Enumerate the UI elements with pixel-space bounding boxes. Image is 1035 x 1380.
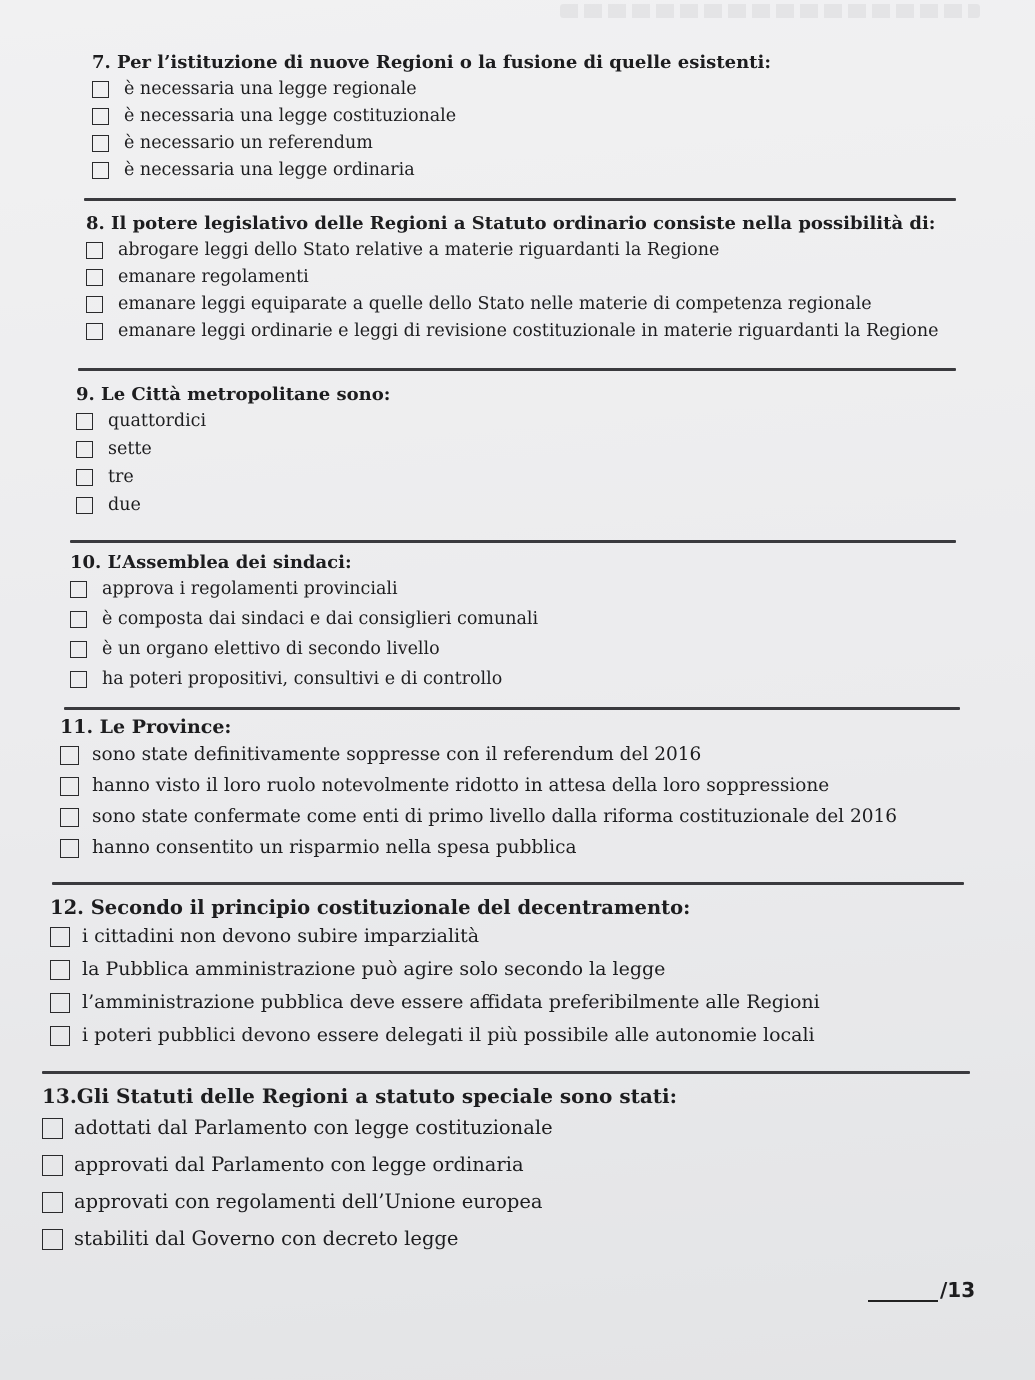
checkbox[interactable] bbox=[42, 1192, 63, 1213]
question-title: 12. Secondo il principio costituzionale del decentramento: bbox=[50, 896, 691, 919]
checkbox[interactable] bbox=[50, 927, 70, 947]
answer-option[interactable]: hanno visto il loro ruolo notevolmente ridotto in attesa della loro soppressione bbox=[60, 775, 1000, 806]
checkbox[interactable] bbox=[42, 1118, 63, 1139]
checkbox[interactable] bbox=[76, 413, 93, 430]
answer-option[interactable]: i poteri pubblici devono essere delegati il più possibile alle autonomie locali bbox=[50, 1024, 990, 1057]
question-11 bbox=[60, 716, 1000, 868]
divider bbox=[52, 882, 964, 885]
question-title: 7. Per l’istituzione di nuove Regioni o la fusione di quelle esistenti: bbox=[92, 52, 771, 73]
checkbox[interactable] bbox=[50, 1026, 70, 1046]
score-field[interactable] bbox=[868, 1278, 975, 1302]
checkbox[interactable] bbox=[92, 108, 109, 125]
question-title: 11. Le Province: bbox=[60, 716, 232, 738]
checkbox[interactable] bbox=[76, 497, 93, 514]
divider bbox=[42, 1071, 970, 1074]
answer-option[interactable]: approva i regolamenti provinciali bbox=[70, 579, 1010, 609]
checkbox[interactable] bbox=[70, 671, 87, 688]
answer-option[interactable]: tre bbox=[76, 467, 1016, 495]
checkbox[interactable] bbox=[60, 746, 79, 765]
answer-option[interactable]: stabiliti dal Governo con decreto legge bbox=[42, 1227, 982, 1264]
answer-option[interactable]: due bbox=[76, 495, 1016, 523]
checkbox[interactable] bbox=[92, 81, 109, 98]
checkbox[interactable] bbox=[42, 1155, 63, 1176]
question-title: 10. L’Assemblea dei sindaci: bbox=[70, 552, 352, 573]
checkbox[interactable] bbox=[86, 242, 103, 259]
question-13 bbox=[42, 1084, 982, 1264]
divider bbox=[84, 198, 956, 201]
question-8 bbox=[86, 213, 1026, 348]
question-9 bbox=[76, 384, 1016, 523]
score-total: /13 bbox=[940, 1278, 976, 1302]
answer-option[interactable]: è un organo elettivo di secondo livello bbox=[70, 639, 1010, 669]
question-title: 13.Gli Statuti delle Regioni a statuto speciale sono stati: bbox=[42, 1084, 678, 1108]
checkbox[interactable] bbox=[86, 323, 103, 340]
checkbox[interactable] bbox=[42, 1229, 63, 1250]
score-blank[interactable] bbox=[868, 1280, 938, 1302]
answer-option[interactable]: sono state definitivamente soppresse con il referendum del 2016 bbox=[60, 744, 1000, 775]
answer-option[interactable]: emanare regolamenti bbox=[86, 267, 1026, 294]
checkbox[interactable] bbox=[60, 808, 79, 827]
checkbox[interactable] bbox=[76, 469, 93, 486]
answer-option[interactable]: approvati dal Parlamento con legge ordinaria bbox=[42, 1153, 982, 1190]
divider bbox=[64, 707, 960, 710]
answer-option[interactable]: adottati dal Parlamento con legge costituzionale bbox=[42, 1116, 982, 1153]
checkbox[interactable] bbox=[70, 611, 87, 628]
question-12 bbox=[50, 896, 990, 1057]
answer-option[interactable]: la Pubblica amministrazione può agire solo secondo la legge bbox=[50, 958, 990, 991]
bleed-through-text bbox=[560, 4, 980, 18]
answer-option[interactable]: i cittadini non devono subire imparzialità bbox=[50, 925, 990, 958]
question-title: 9. Le Città metropolitane sono: bbox=[76, 384, 391, 405]
answer-option[interactable]: ha poteri propositivi, consultivi e di controllo bbox=[70, 669, 1010, 699]
checkbox[interactable] bbox=[60, 777, 79, 796]
question-7 bbox=[92, 52, 1032, 187]
checkbox[interactable] bbox=[76, 441, 93, 458]
question-10 bbox=[70, 552, 1010, 699]
answer-option[interactable]: sono state confermate come enti di primo livello dalla riforma costituzionale del 2016 bbox=[60, 806, 1000, 837]
answer-option[interactable]: è necessaria una legge regionale bbox=[92, 79, 1032, 106]
answer-option[interactable]: è necessaria una legge costituzionale bbox=[92, 106, 1032, 133]
answer-option[interactable]: è necessario un referendum bbox=[92, 133, 1032, 160]
checkbox[interactable] bbox=[92, 135, 109, 152]
divider bbox=[78, 368, 956, 371]
answer-option[interactable]: hanno consentito un risparmio nella spesa pubblica bbox=[60, 837, 1000, 868]
divider bbox=[70, 540, 956, 543]
answer-option[interactable]: emanare leggi ordinarie e leggi di revisione costituzionale in materie riguardanti la Regione bbox=[86, 321, 1026, 348]
checkbox[interactable] bbox=[70, 581, 87, 598]
checkbox[interactable] bbox=[50, 993, 70, 1013]
answer-option[interactable]: emanare leggi equiparate a quelle dello Stato nelle materie di competenza regionale bbox=[86, 294, 1026, 321]
checkbox[interactable] bbox=[70, 641, 87, 658]
checkbox[interactable] bbox=[86, 269, 103, 286]
answer-option[interactable]: abrogare leggi dello Stato relative a materie riguardanti la Regione bbox=[86, 240, 1026, 267]
checkbox[interactable] bbox=[60, 839, 79, 858]
answer-option[interactable]: quattordici bbox=[76, 411, 1016, 439]
question-title: 8. Il potere legislativo delle Regioni a Statuto ordinario consiste nella possibilità di: bbox=[86, 213, 936, 234]
checkbox[interactable] bbox=[50, 960, 70, 980]
answer-option[interactable]: approvati con regolamenti dell’Unione europea bbox=[42, 1190, 982, 1227]
checkbox[interactable] bbox=[86, 296, 103, 313]
answer-option[interactable]: è composta dai sindaci e dai consiglieri comunali bbox=[70, 609, 1010, 639]
checkbox[interactable] bbox=[92, 162, 109, 179]
answer-option[interactable]: è necessaria una legge ordinaria bbox=[92, 160, 1032, 187]
answer-option[interactable]: sette bbox=[76, 439, 1016, 467]
answer-option[interactable]: l’amministrazione pubblica deve essere affidata preferibilmente alle Regioni bbox=[50, 991, 990, 1024]
